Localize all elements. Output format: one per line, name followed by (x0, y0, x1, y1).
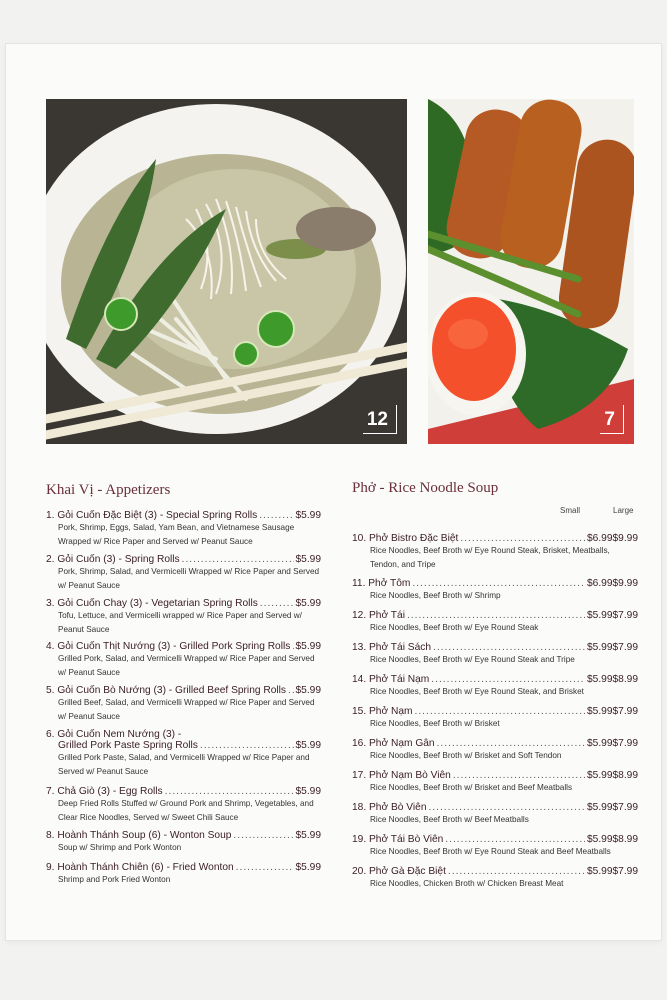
item-number: 1. (46, 510, 55, 521)
large-price: $8.99 (612, 674, 638, 685)
menu-item (352, 610, 638, 635)
egg-rolls-illustration (428, 99, 634, 444)
item-name: Phở Nạm Bò Viên (369, 770, 451, 781)
size-large-header: Large (613, 506, 634, 515)
small-price: $5.99 (587, 802, 613, 813)
large-price: $9.99 (612, 578, 638, 589)
egg-rolls-photo (428, 99, 634, 444)
large-price: $7.99 (612, 802, 638, 813)
menu-item (352, 642, 638, 667)
menu-item (46, 685, 321, 724)
menu-item (46, 554, 321, 593)
item-name: Gỏi Cuốn Chay (3) - Vegetarian Spring Rolls (57, 598, 258, 609)
photo-number-badge: 7 (600, 405, 624, 434)
item-name: Gỏi Cuốn Bò Nướng (3) - Grilled Beef Spring Rolls (57, 685, 287, 696)
menu-item (46, 830, 321, 855)
item-description: Rice Noodles, Beef Broth w/ Brisket and Beef Meatballs (370, 783, 573, 792)
item-name: Phở Bò Viên (369, 802, 427, 813)
item-number: 18. (352, 802, 367, 813)
item-name: Hoành Thánh Chiên (6) - Fried Wonton (57, 862, 234, 873)
menu-item (352, 834, 638, 859)
item-name: Phở Bistro Đặc Biệt (369, 533, 459, 544)
menu-item (352, 674, 638, 699)
item-number: 10. (352, 533, 367, 544)
large-price: $8.99 (612, 834, 638, 845)
item-price: $5.99 (295, 510, 321, 521)
item-description: Grilled Beef, Salad, and Vermicelli Wrapped w/ Rice Paper and Served w/ Peanut Sauce (58, 698, 315, 721)
menu-item (352, 706, 638, 731)
item-description: Rice Noodles, Beef Broth w/ Brisket (370, 719, 500, 728)
item-number: 3. (46, 598, 55, 609)
small-price: $6.99 (587, 578, 613, 589)
large-price: $7.99 (612, 706, 638, 717)
photo-number-badge: 12 (363, 405, 397, 434)
item-description: Rice Noodles, Beef Broth w/ Brisket and Soft Tendon (370, 751, 562, 760)
item-price: $5.99 (295, 740, 321, 751)
menu-item (352, 533, 638, 572)
item-name: Phở Tôm (368, 578, 411, 589)
small-price: $6.99 (587, 533, 613, 544)
menu-item (46, 598, 321, 637)
item-name: Hoành Thánh Soup (6) - Wonton Soup (57, 830, 232, 841)
item-description: Shrimp and Pork Fried Wonton (58, 875, 171, 884)
menu-item (46, 510, 321, 549)
item-name: Phở Gà Đặc Biệt (369, 866, 446, 877)
item-description: Rice Noodles, Beef Broth w/ Eye Round Steak (370, 623, 539, 632)
item-number: 13. (352, 642, 367, 653)
menu-item (352, 802, 638, 827)
appetizers-heading: Khai Vị - Appetizers (46, 482, 171, 498)
item-name: Gỏi Cuốn (3) - Spring Rolls (57, 554, 180, 565)
item-name-line1: Gỏi Cuốn Nem Nướng (3) - (57, 729, 182, 740)
item-price: $5.99 (295, 685, 321, 696)
small-price: $5.99 (587, 674, 613, 685)
item-description: Pork, Shrimp, Eggs, Salad, Yam Bean, and Vietnamese Sausage Wrapped w/ Rice Paper and Served w/ Peanut Sauce (58, 523, 295, 546)
small-price: $5.99 (587, 866, 613, 877)
large-price: $7.99 (612, 642, 638, 653)
item-number: 17. (352, 770, 367, 781)
item-price: $5.99 (295, 830, 321, 841)
small-price: $5.99 (587, 642, 613, 653)
item-description: Rice Noodles, Chicken Broth w/ Chicken Breast Meat (370, 879, 564, 888)
menu-page (6, 44, 661, 940)
item-name: Phở Nạm (369, 706, 413, 717)
item-number: 19. (352, 834, 367, 845)
item-name: Gỏi Cuốn Thịt Nướng (3) - Grilled Pork Spring Rolls (57, 641, 291, 652)
item-price: $5.99 (295, 641, 321, 652)
menu-item (46, 786, 321, 825)
small-price: $5.99 (587, 770, 613, 781)
item-description: Rice Noodles, Beef Broth w/ Eye Round Steak, Brisket, Meatballs, Tendon, and Tripe (370, 546, 610, 569)
large-price: $7.99 (612, 610, 638, 621)
item-price: $5.99 (295, 554, 321, 565)
item-description: Grilled Pork, Salad, and Vermicelli Wrapped w/ Rice Paper and Served w/ Peanut Sauce (58, 654, 315, 677)
item-description: Rice Noodles, Beef Broth w/ Beef Meatballs (370, 815, 529, 824)
item-name: Chả Giò (3) - Egg Rolls (57, 786, 163, 797)
item-number: 4. (46, 641, 55, 652)
item-name: Phở Tái Bò Viên (369, 834, 444, 845)
item-number: 9. (46, 862, 55, 873)
item-description: Pork, Shrimp, Salad, and Vermicelli Wrapped w/ Rice Paper and Served w/ Peanut Sauce (58, 567, 320, 590)
pho-bowl-illustration (46, 99, 407, 444)
item-number: 12. (352, 610, 367, 621)
item-description: Rice Noodles, Beef Broth w/ Eye Round Steak and Tripe (370, 655, 575, 664)
large-price: $7.99 (612, 866, 638, 877)
menu-item (46, 729, 321, 779)
item-number: 8. (46, 830, 55, 841)
item-number: 16. (352, 738, 367, 749)
small-price: $5.99 (587, 834, 613, 845)
item-description: Grilled Pork Paste, Salad, and Vermicelli Wrapped w/ Rice Paper and Served w/ Peanut Sauce (58, 753, 310, 776)
menu-item (352, 738, 638, 763)
item-number: 6. (46, 729, 55, 740)
menu-item (352, 578, 638, 603)
large-price: $9.99 (612, 533, 638, 544)
item-number: 20. (352, 866, 367, 877)
small-price: $5.99 (587, 706, 613, 717)
small-price: $5.99 (587, 738, 613, 749)
item-name: Phở Tái Sách (369, 642, 432, 653)
large-price: $8.99 (612, 770, 638, 781)
item-name: Grilled Pork Paste Spring Rolls (58, 740, 198, 751)
item-price: $5.99 (295, 598, 321, 609)
item-description: Rice Noodles, Beef Broth w/ Shrimp (370, 591, 501, 600)
size-small-header: Small (560, 506, 581, 515)
item-name: Phở Nạm Gân (369, 738, 435, 749)
item-number: 2. (46, 554, 55, 565)
item-description: Tofu, Lettuce, and Vermicelli wrapped w/ Rice Paper and Served w/ Peanut Sauce (58, 611, 302, 634)
small-price: $5.99 (587, 610, 613, 621)
item-name: Phở Tái Nạm (369, 674, 430, 685)
item-number: 7. (46, 786, 55, 797)
menu-item (46, 862, 321, 887)
item-number: 11. (352, 578, 366, 589)
menu-item (46, 641, 321, 680)
item-number: 15. (352, 706, 367, 717)
item-price: $5.99 (295, 862, 321, 873)
pho-photo (46, 99, 407, 444)
item-description: Rice Noodles, Beef Broth w/ Eye Round Steak and Beef Meatballs (370, 847, 611, 856)
item-description: Deep Fried Rolls Stuffed w/ Ground Pork and Shrimp, Vegetables, and Clear Rice Noodles, Served w/ Sweet Chili Sauce (58, 799, 314, 822)
item-number: 5. (46, 685, 55, 696)
item-name: Gỏi Cuốn Đặc Biệt (3) - Special Spring Rolls (57, 510, 258, 521)
item-description: Rice Noodles, Beef Broth w/ Eye Round Steak, and Brisket (370, 687, 584, 696)
large-price: $7.99 (612, 738, 638, 749)
menu-item (352, 770, 638, 795)
pho-heading: Phở - Rice Noodle Soup (352, 480, 499, 496)
item-name: Phở Tái (369, 610, 405, 621)
item-number: 14. (352, 674, 367, 685)
item-price: $5.99 (295, 786, 321, 797)
menu-item (352, 866, 638, 891)
item-description: Soup w/ Shrimp and Pork Wonton (58, 843, 182, 852)
